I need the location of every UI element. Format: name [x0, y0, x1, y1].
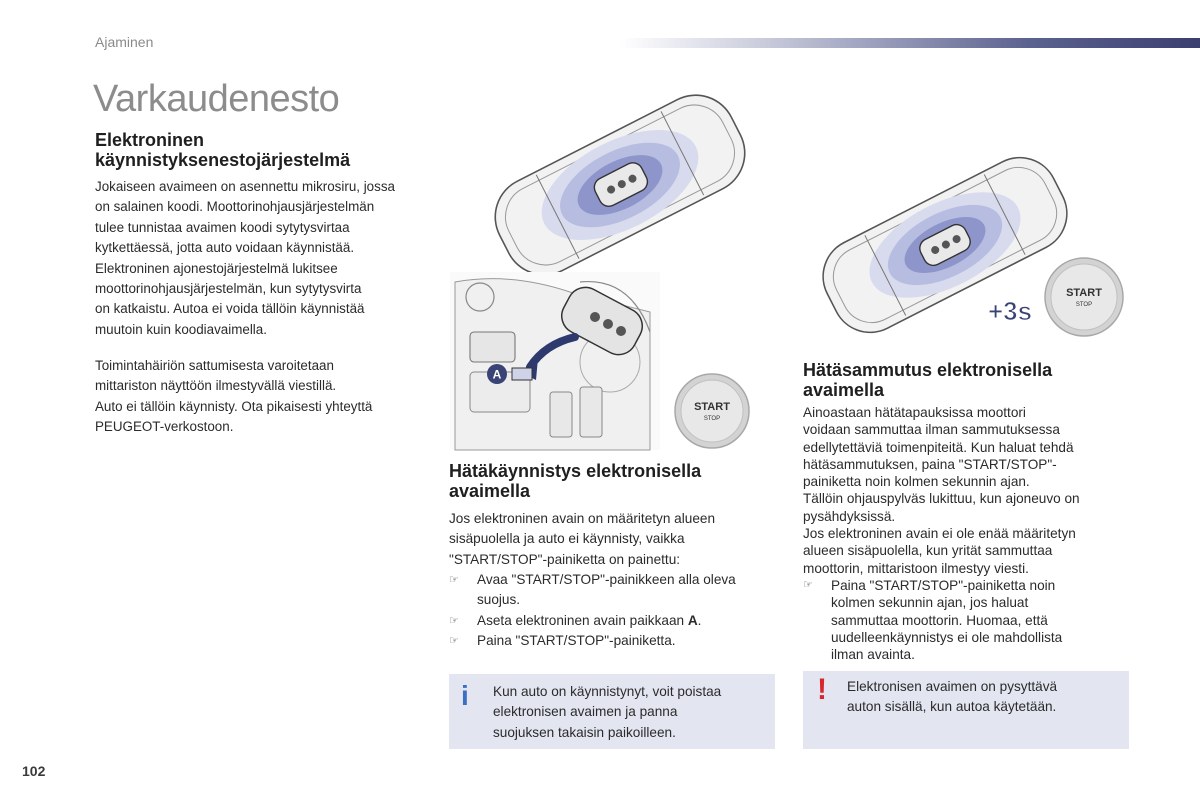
hand-pointer-icon: ☞: [449, 574, 459, 586]
start-stop-button-illustration-2: [1043, 256, 1125, 338]
three-seconds-badge: [975, 293, 1045, 329]
page-number: 102: [22, 763, 46, 779]
info-note: [449, 674, 775, 749]
start-label: START: [694, 401, 730, 413]
dashboard-key-slot-illustration: [450, 272, 660, 450]
heading-emergency-stop: Hätäsammutus elektronisella avaimella: [803, 360, 1053, 400]
emergency-stop-steps: [803, 577, 1133, 663]
list-item: ☞ Paina "START/STOP"-painiketta.: [449, 631, 779, 651]
emergency-stop-description: Ainoastaan hätätapauksissa moottori voidaan sammuttaa ilman sammutuksessa edellytettäviä toimenpiteitä. Kun haluat tehdä hätäsammutuksen, paina "START/STOP"- painiketta noin kolmen sekunnin ajan. Tällöin ohjauspylväs lukittuu, kun ajoneuvo on pysähdyksissä. Jos elektroninen avain ei ole enää määritetyn alueen sisäpuolella, kun yrität sammuttaa moottorin, mittaristoon ilmestyy viesti.: [803, 405, 1080, 576]
malfunction-description: Toimintahäiriön sattumisesta varoitetaan mittariston näyttöön ilmestyvällä viestillä. Auto ei tällöin käynnisty. Ota pikaisesti yhteyttä PEUGEOT-verkostoon.: [95, 358, 373, 435]
stop-label-2: STOP: [1075, 302, 1093, 308]
car-key-zone-illustration-1: [470, 100, 770, 270]
emergency-start-steps: [449, 570, 779, 652]
immobiliser-description: Jokaiseen avaimeen on asennettu mikrosiru, jossa on salainen koodi. Moottorinohjausjärjestelmän tulee tunnistaa avaimen koodi sytytysvirtaa kytkettäessä, jotta auto voidaan käynnistää. Elektroninen ajonestojärjestelmä lukitsee moottorinohjausjärjestelmän, kun sytytysvirta on katkaistu. Autoa ei voida tällöin käynnistää muutoin kuin koodiavaimella.: [95, 179, 395, 337]
stop-label: STOP: [703, 416, 721, 422]
heading-emergency-start: Hätäkäynnistys elektronisella avaimella: [449, 461, 702, 501]
timer-label: +3s: [987, 296, 1033, 326]
warning-icon: !: [817, 673, 827, 706]
page-title: Varkaudenesto: [93, 78, 340, 120]
warning-note: [803, 671, 1129, 749]
hand-pointer-icon: ☞: [803, 579, 813, 591]
list-item: ☞ Paina "START/STOP"-painiketta noin kolmen sekunnin ajan, jos haluat sammuttaa moottorin. Huomaa, että uudelleenkäynnistys ei ole mahdollista ilman avainta.: [803, 578, 1063, 663]
emergency-start-intro: Jos elektroninen avain on määritetyn alueen sisäpuolella ja auto ei käynnisty, vaikka "START/STOP"-painiketta on painettu:: [449, 511, 716, 567]
info-icon: i: [461, 680, 469, 711]
list-item: ☞ Aseta elektroninen avain paikkaan A.: [449, 611, 779, 631]
heading-immobiliser: Elektroninen käynnistyksenestojärjestelmä: [95, 130, 351, 170]
start-stop-button-illustration: [673, 372, 751, 450]
section-label: Ajaminen: [95, 34, 154, 50]
info-note-text: Kun auto on käynnistynyt, voit poistaa elektronisen avaimen ja panna suojuksen takaisin paikoilleen.: [493, 684, 722, 740]
warning-note-text: Elektronisen avaimen on pysyttävä auton sisällä, kun autoa käytetään.: [847, 679, 1058, 715]
header-bar: [620, 38, 1200, 48]
list-item: ☞ Avaa "START/STOP"-painikkeen alla oleva suojus.: [449, 572, 736, 608]
start-label-2: START: [1066, 287, 1102, 299]
hand-pointer-icon: ☞: [449, 614, 459, 627]
marker-a: A: [492, 367, 502, 382]
hand-pointer-icon: ☞: [449, 635, 459, 648]
